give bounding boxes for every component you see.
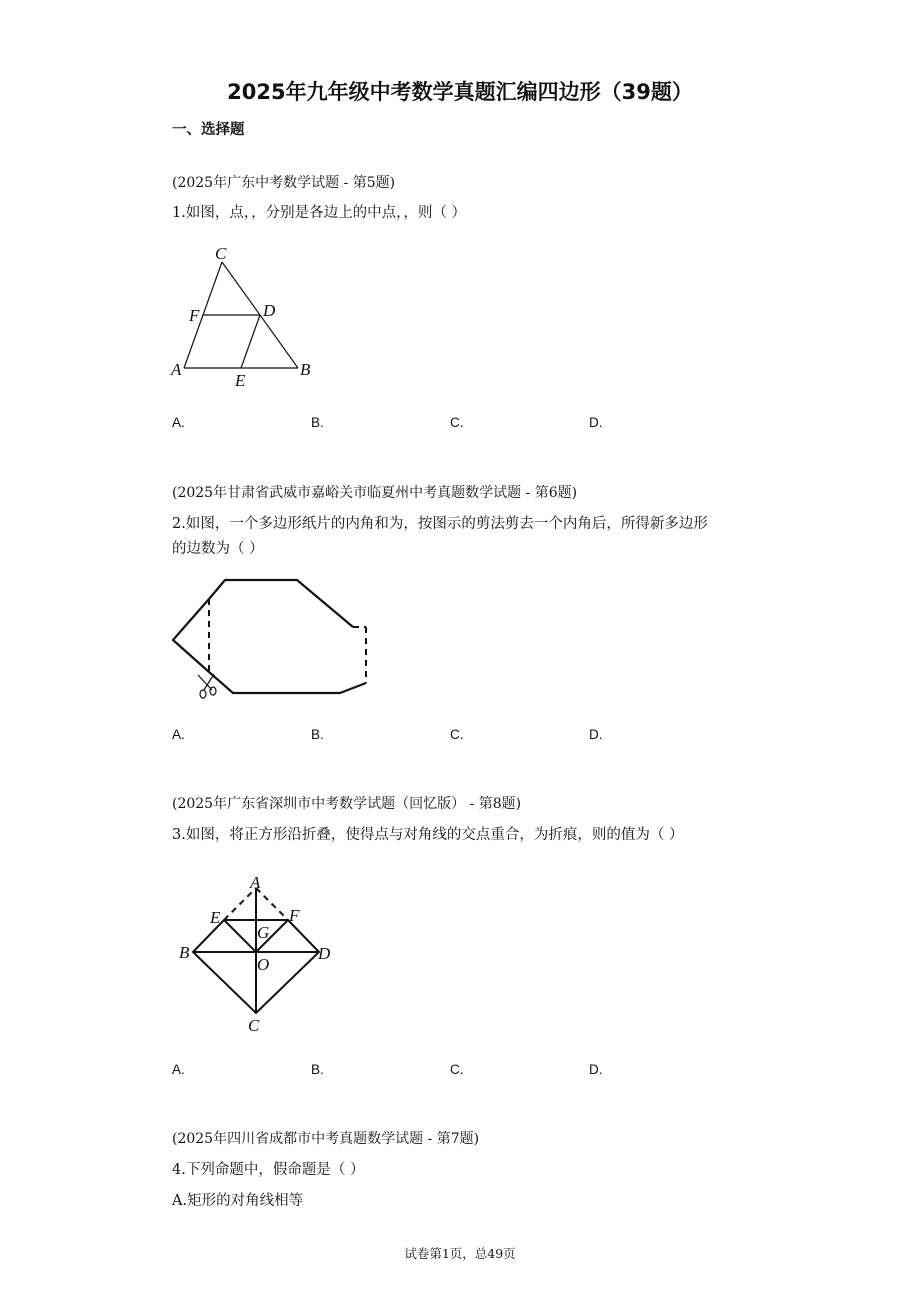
question-4-stem: 4.下列命题中，假命题是（ ） bbox=[172, 1162, 365, 1178]
document-title: 2025年九年级中考数学真题汇编四边形（39题） bbox=[227, 80, 693, 104]
question-3-source: (2025年广东省深圳市中考数学试题（回忆版） - 第8题) bbox=[172, 796, 522, 812]
question-2-source: (2025年甘肃省武威市嘉峪关市临夏州中考真题数学试题 - 第6题) bbox=[172, 485, 578, 501]
figure-label-o: O bbox=[257, 955, 270, 974]
figure-label-c: C bbox=[215, 244, 227, 263]
figure-label-f: F bbox=[189, 306, 200, 325]
question-1-triangle-figure bbox=[160, 240, 330, 390]
option-b[interactable]: B. bbox=[311, 727, 324, 742]
option-a[interactable]: A. bbox=[172, 727, 185, 742]
figure-label-g: G bbox=[257, 923, 270, 942]
option-c[interactable]: C. bbox=[450, 727, 464, 742]
option-a[interactable]: A. bbox=[172, 1062, 185, 1077]
option-c[interactable]: C. bbox=[450, 415, 464, 430]
figure-label-d: D bbox=[318, 944, 331, 963]
question-4-option-a[interactable]: A.矩形的对角线相等 bbox=[172, 1193, 304, 1209]
question-1-stem: 1.如图，点，，分别是各边上的中点，，则（ ） bbox=[172, 205, 466, 221]
option-b[interactable]: B. bbox=[311, 415, 324, 430]
option-b[interactable]: B. bbox=[311, 1062, 324, 1077]
question-3-stem: 3.如图，将正方形沿折叠，使得点与对角线的交点重合，为折痕，则的值为（ ） bbox=[172, 827, 684, 843]
figure-label-b: B bbox=[179, 943, 190, 962]
figure-label-c: C bbox=[248, 1016, 260, 1035]
figure-label-e: E bbox=[210, 908, 221, 927]
question-4-source: (2025年四川省成都市中考真题数学试题 - 第7题) bbox=[172, 1131, 480, 1147]
figure-label-f: F bbox=[289, 906, 300, 925]
option-a[interactable]: A. bbox=[172, 415, 185, 430]
question-3-square-fold-figure bbox=[170, 868, 345, 1038]
figure-label-d: D bbox=[263, 301, 276, 320]
figure-label-b: B bbox=[300, 360, 311, 379]
option-d[interactable]: D. bbox=[589, 1062, 603, 1077]
question-2-stem-line-1: 2.如图，一个多边形纸片的内角和为，按图示的剪法剪去一个内角后，所得新多边形 bbox=[172, 516, 708, 532]
section-heading: 一、选择题 bbox=[172, 122, 245, 138]
figure-label-a: A bbox=[171, 360, 182, 379]
page-footer: 试卷第1页，总49页 bbox=[404, 1246, 516, 1261]
figure-label-a: A bbox=[250, 873, 261, 892]
question-1-source: (2025年广东中考数学试题 - 第5题) bbox=[172, 175, 396, 191]
scissors-icon bbox=[198, 674, 216, 698]
question-2-polygon-figure bbox=[160, 570, 380, 710]
question-2-stem-line-2: 的边数为（ ） bbox=[172, 541, 264, 557]
option-d[interactable]: D. bbox=[589, 727, 603, 742]
figure-label-e: E bbox=[235, 371, 246, 390]
option-c[interactable]: C. bbox=[450, 1062, 464, 1077]
option-d[interactable]: D. bbox=[589, 415, 603, 430]
